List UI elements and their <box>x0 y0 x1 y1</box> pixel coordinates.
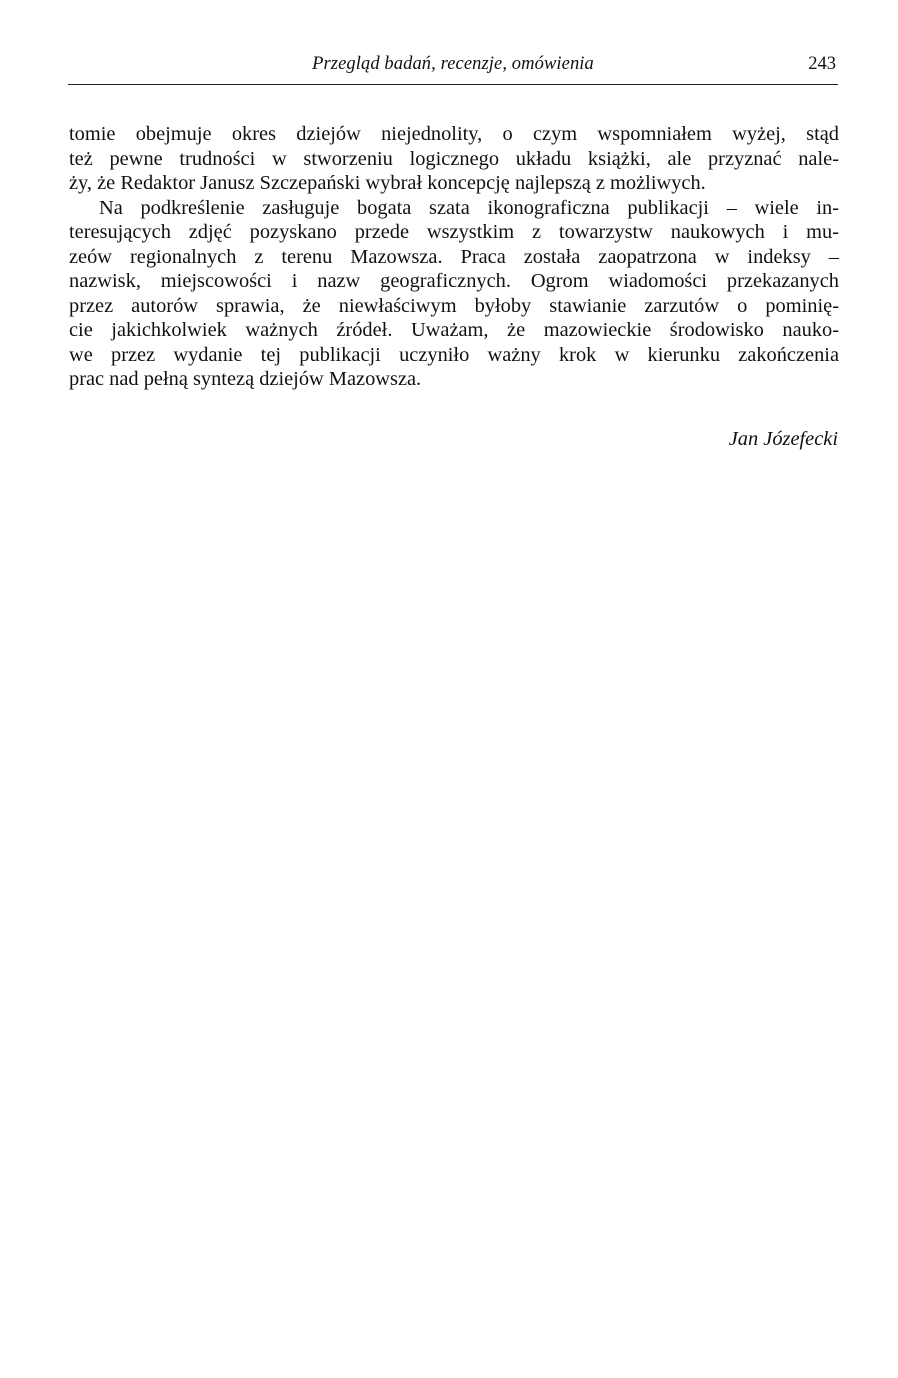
author-signature: Jan Józefecki <box>728 428 838 450</box>
running-header <box>68 54 838 85</box>
text-line: we przez wydanie tej publikacji uczyniło ważny krok w kierunku zakończenia <box>69 343 839 366</box>
text-line: cie jakichkolwiek ważnych źródeł. Uważam, że mazowieckie środowisko nauko- <box>69 319 839 341</box>
review-body-text <box>69 122 839 392</box>
running-title: Przegląd badań, recenzje, omówienia <box>312 54 594 74</box>
text-line: tomie obejmuje okres dziejów niejednolity, o czym wspomniałem wyżej, stąd <box>69 123 839 145</box>
text-line: Na podkreślenie zasługuje bogata szata ikonograficzna publikacji – wiele in- <box>99 196 839 219</box>
text-line: też pewne trudności w stworzeniu logicznego układu książki, ale przyznać nale- <box>69 147 839 170</box>
text-line: zeów regionalnych z terenu Mazowsza. Praca została zaopatrzona w indeksy – <box>69 245 839 268</box>
text-line: przez autorów sprawia, że niewłaściwym byłoby stawianie zarzutów o pominię- <box>69 294 839 317</box>
text-line: nazwisk, miejscowości i nazw geograficznych. Ogrom wiadomości przekazanych <box>69 270 839 292</box>
text-line: teresujących zdjęć pozyskano przede wszystkim z towarzystw naukowych i mu- <box>69 221 839 243</box>
text-line: ży, że Redaktor Janusz Szczepański wybrał koncepcję najlepszą z możliwych. <box>69 172 706 194</box>
text-line: prac nad pełną syntezą dziejów Mazowsza. <box>69 368 422 390</box>
page-number: 243 <box>808 54 836 74</box>
